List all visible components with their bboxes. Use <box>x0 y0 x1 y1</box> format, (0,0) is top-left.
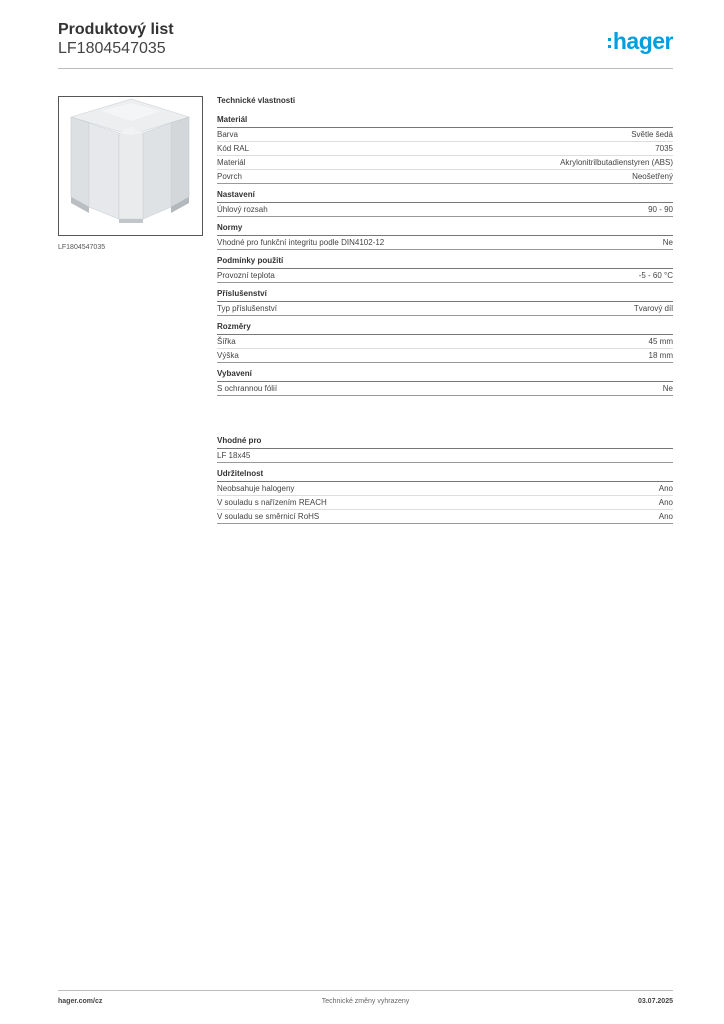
spec-label: Vhodné pro funkční integritu podle DIN4102-12 <box>217 238 385 247</box>
spec-value: Akrylonitrilbutadienstyren (ABS) <box>560 158 673 167</box>
spec-label: V souladu se směrnicí RoHS <box>217 512 320 521</box>
spec-row <box>217 156 673 170</box>
spec-value: Ano <box>658 498 673 507</box>
product-image-frame <box>58 96 203 236</box>
spacer <box>217 396 673 430</box>
sustainability-section <box>217 463 673 524</box>
spec-row <box>217 302 673 316</box>
specs-title: Technické vlastnosti <box>217 96 296 105</box>
spec-value: Ano <box>658 512 673 521</box>
spec-value: Světle šedá <box>631 130 673 139</box>
spec-row <box>217 482 673 496</box>
spec-value: Ano <box>658 484 673 493</box>
spec-row <box>217 170 673 184</box>
spec-row <box>217 128 673 142</box>
spec-row <box>217 449 673 463</box>
spec-label: Kód RAL <box>217 144 250 153</box>
footer-date: 03.07.2025 <box>637 998 673 1005</box>
product-image-caption: LF1804547035 <box>58 244 106 251</box>
spec-section <box>217 430 673 463</box>
spec-section <box>217 363 673 396</box>
spec-row <box>217 142 673 156</box>
suitable-for-section <box>217 430 673 463</box>
header-divider <box>58 68 673 69</box>
spec-value: 7035 <box>655 144 673 153</box>
section-heading: Udržitelnost <box>217 463 673 482</box>
section-heading: Materiál <box>217 109 673 128</box>
page-header <box>58 20 673 68</box>
spec-section <box>217 316 673 363</box>
spec-row <box>217 349 673 363</box>
spec-row <box>217 335 673 349</box>
technical-specs <box>217 95 673 524</box>
spec-value: Neošetřený <box>632 172 673 181</box>
inner-corner-cover-image <box>59 97 202 235</box>
spec-value: 45 mm <box>648 337 673 346</box>
hager-logo <box>608 28 673 54</box>
spec-value: Tvarový díl <box>633 304 673 313</box>
logo-dots-icon <box>608 38 611 48</box>
spec-label: Provozní teplota <box>217 271 275 280</box>
section-heading: Podmínky použití <box>217 250 673 269</box>
spec-label: V souladu s nařízením REACH <box>217 498 327 507</box>
spec-label: Typ příslušenství <box>217 304 278 313</box>
spec-row <box>217 203 673 217</box>
spec-section <box>217 283 673 316</box>
spec-label: Šířka <box>217 337 236 346</box>
spec-row <box>217 236 673 250</box>
spec-label: Výška <box>217 351 239 360</box>
spec-label: Barva <box>217 130 238 139</box>
spec-row <box>217 382 673 396</box>
footer-divider <box>58 990 673 991</box>
spec-section <box>217 217 673 250</box>
spec-value: 90 - 90 <box>648 205 673 214</box>
section-heading: Vhodné pro <box>217 430 673 449</box>
footer-website-link[interactable]: hager.com/cz <box>58 998 103 1005</box>
spec-row <box>217 510 673 524</box>
section-heading: Vybavení <box>217 363 673 382</box>
spec-label: Neobsahuje halogeny <box>217 484 295 493</box>
spec-value: 18 mm <box>648 351 673 360</box>
spec-label: Úhlový rozsah <box>217 205 268 214</box>
section-heading: Nastavení <box>217 184 673 203</box>
spec-label: Povrch <box>217 172 242 181</box>
spec-row <box>217 496 673 510</box>
section-heading: Rozměry <box>217 316 673 335</box>
spec-section <box>217 109 673 184</box>
spec-value: Ne <box>662 384 673 393</box>
section-heading: Příslušenství <box>217 283 673 302</box>
spec-value: Ne <box>662 238 673 247</box>
spec-section <box>217 463 673 524</box>
spec-section <box>217 250 673 283</box>
spec-value: -5 - 60 °C <box>638 271 673 280</box>
spec-label: LF 18x45 <box>217 451 251 460</box>
spec-label: S ochrannou fólií <box>217 384 278 393</box>
spec-section <box>217 184 673 217</box>
spec-sections <box>217 109 673 396</box>
spec-row <box>217 269 673 283</box>
page-footer <box>58 998 673 1010</box>
footer-note: Technické změny vyhrazeny <box>321 998 410 1005</box>
product-code: LF1804547035 <box>58 40 166 57</box>
page-title: Produktový list <box>58 21 174 38</box>
logo-text: hager <box>612 28 673 54</box>
spec-label: Materiál <box>217 158 246 167</box>
section-heading: Normy <box>217 217 673 236</box>
